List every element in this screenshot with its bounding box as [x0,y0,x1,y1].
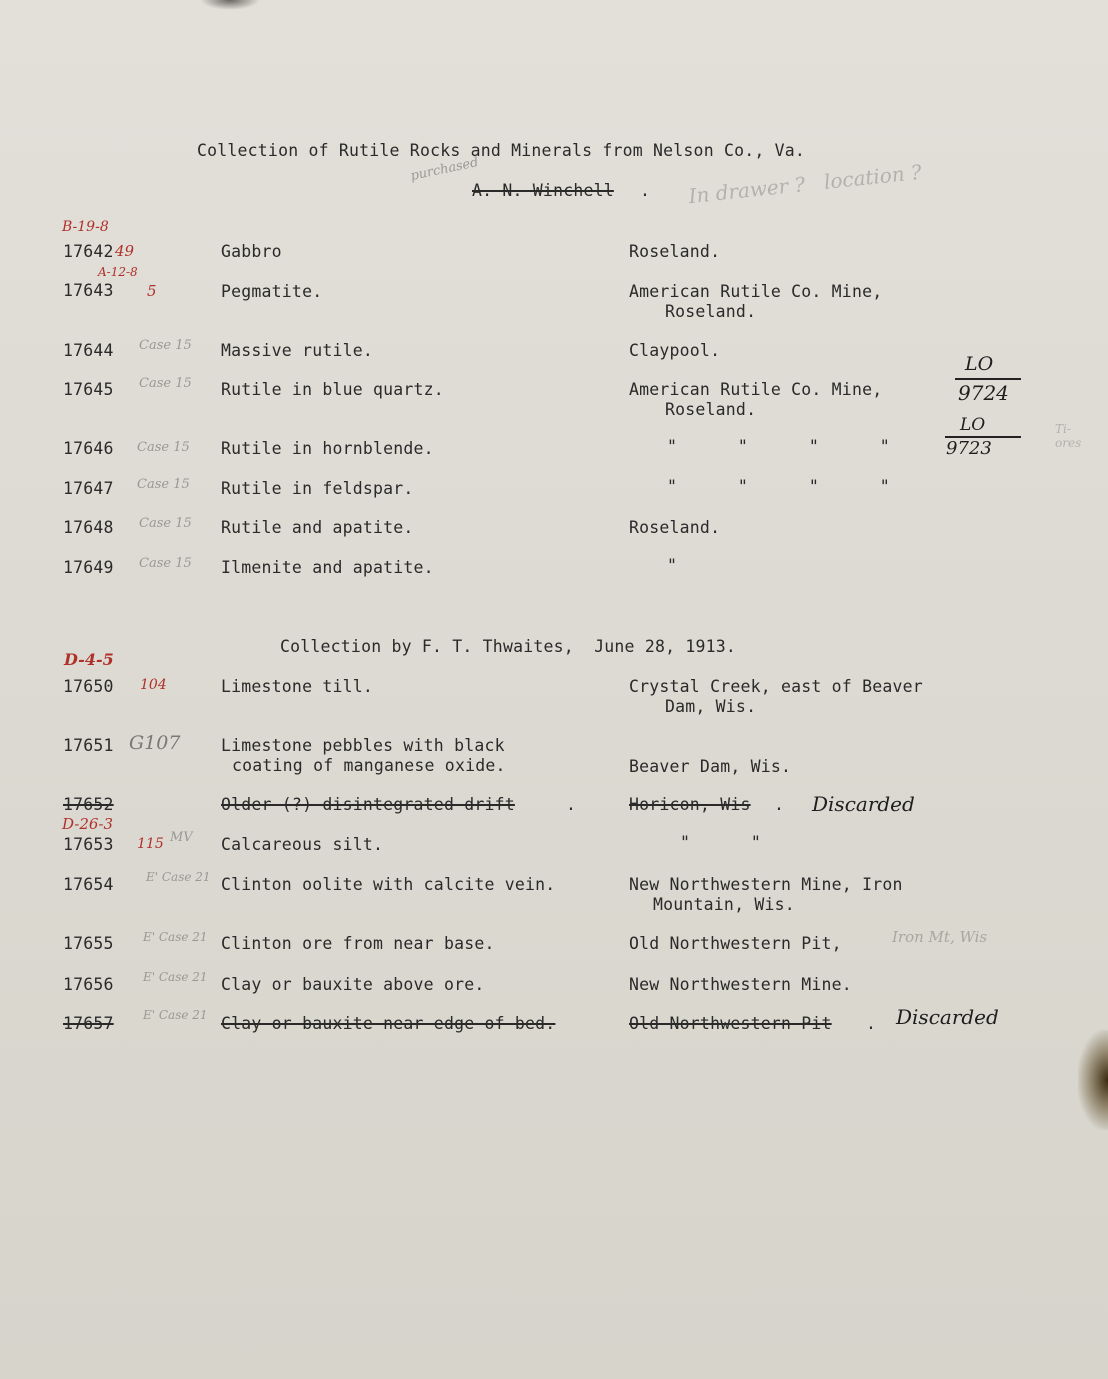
case-annotation: Case 15 [139,376,192,391]
specimen-description: Calcareous silt. [221,835,384,854]
case-annotation: Case 15 [137,477,190,492]
catalog-number: 17645 [63,380,114,399]
case-annotation: E' Case 21 [146,870,211,884]
specimen-locality-line2: Roseland. [665,302,757,321]
specimen-locality: American Rutile Co. Mine, [629,380,883,399]
collector-name: A. N. Winchell [472,181,614,200]
catalog-number: 17647 [63,479,114,498]
margin-note-ti-ores: Ti-ores [1055,422,1082,450]
specimen-locality-struck: Old Northwestern Pit [629,1014,832,1033]
specimen-locality-line2: Roseland. [665,400,757,419]
red-number: 115 [137,836,164,852]
specimen-locality-struck: Horicon, Wis [629,795,751,814]
locality-pencil-note: Iron Mt, Wis [892,928,988,946]
catalog-number-struck: 17657 [63,1014,114,1033]
specimen-description: Ilmenite and apatite. [221,558,434,577]
catalog-number: 17643 [63,281,114,300]
case-annotation: G107 [129,732,181,754]
locality-period: . [866,1014,877,1033]
description-period: . [566,795,577,814]
specimen-description-line2: coating of manganese oxide. [232,756,506,775]
case-annotation: MV [170,830,193,845]
discarded-note: Discarded [896,1005,999,1029]
specimen-locality: New Northwestern Mine, Iron [629,875,903,894]
specimen-description: Gabbro [221,242,282,261]
catalog-number: 17656 [63,975,114,994]
side-note-lo-2: LO [960,415,986,435]
catalog-number: 17642 [63,242,114,261]
specimen-description: Rutile in feldspar. [221,479,414,498]
specimen-locality: Roseland. [629,518,721,537]
case-annotation: E' Case 21 [143,1008,208,1022]
red-number: 104 [140,677,167,693]
catalog-number: 17654 [63,875,114,894]
red-label-above: A-12-8 [98,265,138,279]
specimen-description-struck: Older (?) disintegrated drift [221,795,515,814]
catalog-number: 17646 [63,439,114,458]
case-annotation: Case 15 [139,516,192,531]
catalog-number: 17650 [63,677,114,696]
catalog-number: 17653 [63,835,114,854]
specimen-locality: Crystal Creek, east of Beaver [629,677,923,696]
case-annotation: Case 15 [139,338,192,353]
catalog-number: 17655 [63,934,114,953]
specimen-locality: " " " " [667,477,890,496]
specimen-description: Rutile and apatite. [221,518,414,537]
catalog-number: 17648 [63,518,114,537]
specimen-locality: " " [680,833,762,852]
red-number: 49 [115,242,135,260]
specimen-description: Clinton ore from near base. [221,934,495,953]
side-note-number-2: 9723 [946,438,992,459]
red-number: 5 [147,282,157,300]
red-label-above: D-26-3 [62,815,114,833]
side-note-lo-1: LO [965,353,994,375]
purchased-annotation: purchased [409,154,480,185]
catalog-number: 17644 [63,341,114,360]
edge-tear-top [200,0,260,10]
batch-label-2: D-4-5 [64,650,114,669]
catalog-number-struck: 17652 [63,795,114,814]
specimen-locality: American Rutile Co. Mine, [629,282,883,301]
case-annotation: E' Case 21 [143,930,208,944]
section2-title: Collection by F. T. Thwaites, June 28, 1913. [280,637,737,656]
specimen-description: Clinton oolite with calcite vein. [221,875,556,894]
specimen-locality: New Northwestern Mine. [629,975,852,994]
section1-title: Collection of Rutile Rocks and Minerals from Nelson Co., Va. [197,141,806,160]
case-annotation: Case 15 [137,440,190,455]
specimen-locality: Old Northwestern Pit, [629,934,842,953]
drawer-annotation: In drawer ? location ? [687,159,923,209]
discarded-note: Discarded [812,792,915,816]
batch-label-1: B-19-8 [62,219,109,235]
collector-suffix: . [640,181,651,200]
side-note-rule-1 [955,378,1021,380]
edge-stain-right [1078,1030,1108,1130]
specimen-description: Rutile in hornblende. [221,439,434,458]
specimen-locality-line2: Mountain, Wis. [653,895,795,914]
specimen-description: Clay or bauxite above ore. [221,975,485,994]
locality-period: . [774,795,785,814]
catalog-number: 17649 [63,558,114,577]
specimen-locality: " [667,556,678,575]
case-annotation: E' Case 21 [143,970,208,984]
specimen-locality: Beaver Dam, Wis. [629,757,792,776]
specimen-locality-line2: Dam, Wis. [665,697,757,716]
specimen-description: Rutile in blue quartz. [221,380,444,399]
case-annotation: Case 15 [139,556,192,571]
specimen-description: Limestone pebbles with black [221,736,505,755]
specimen-locality: Claypool. [629,341,721,360]
catalog-number: 17651 [63,736,114,755]
side-note-number-1: 9724 [958,381,1009,405]
specimen-description: Massive rutile. [221,341,374,360]
specimen-locality: Roseland. [629,242,721,261]
specimen-description: Pegmatite. [221,282,323,301]
specimen-description: Limestone till. [221,677,374,696]
specimen-locality: " " " " [667,437,890,456]
specimen-description-struck: Clay or bauxite near edge of bed. [221,1014,556,1033]
